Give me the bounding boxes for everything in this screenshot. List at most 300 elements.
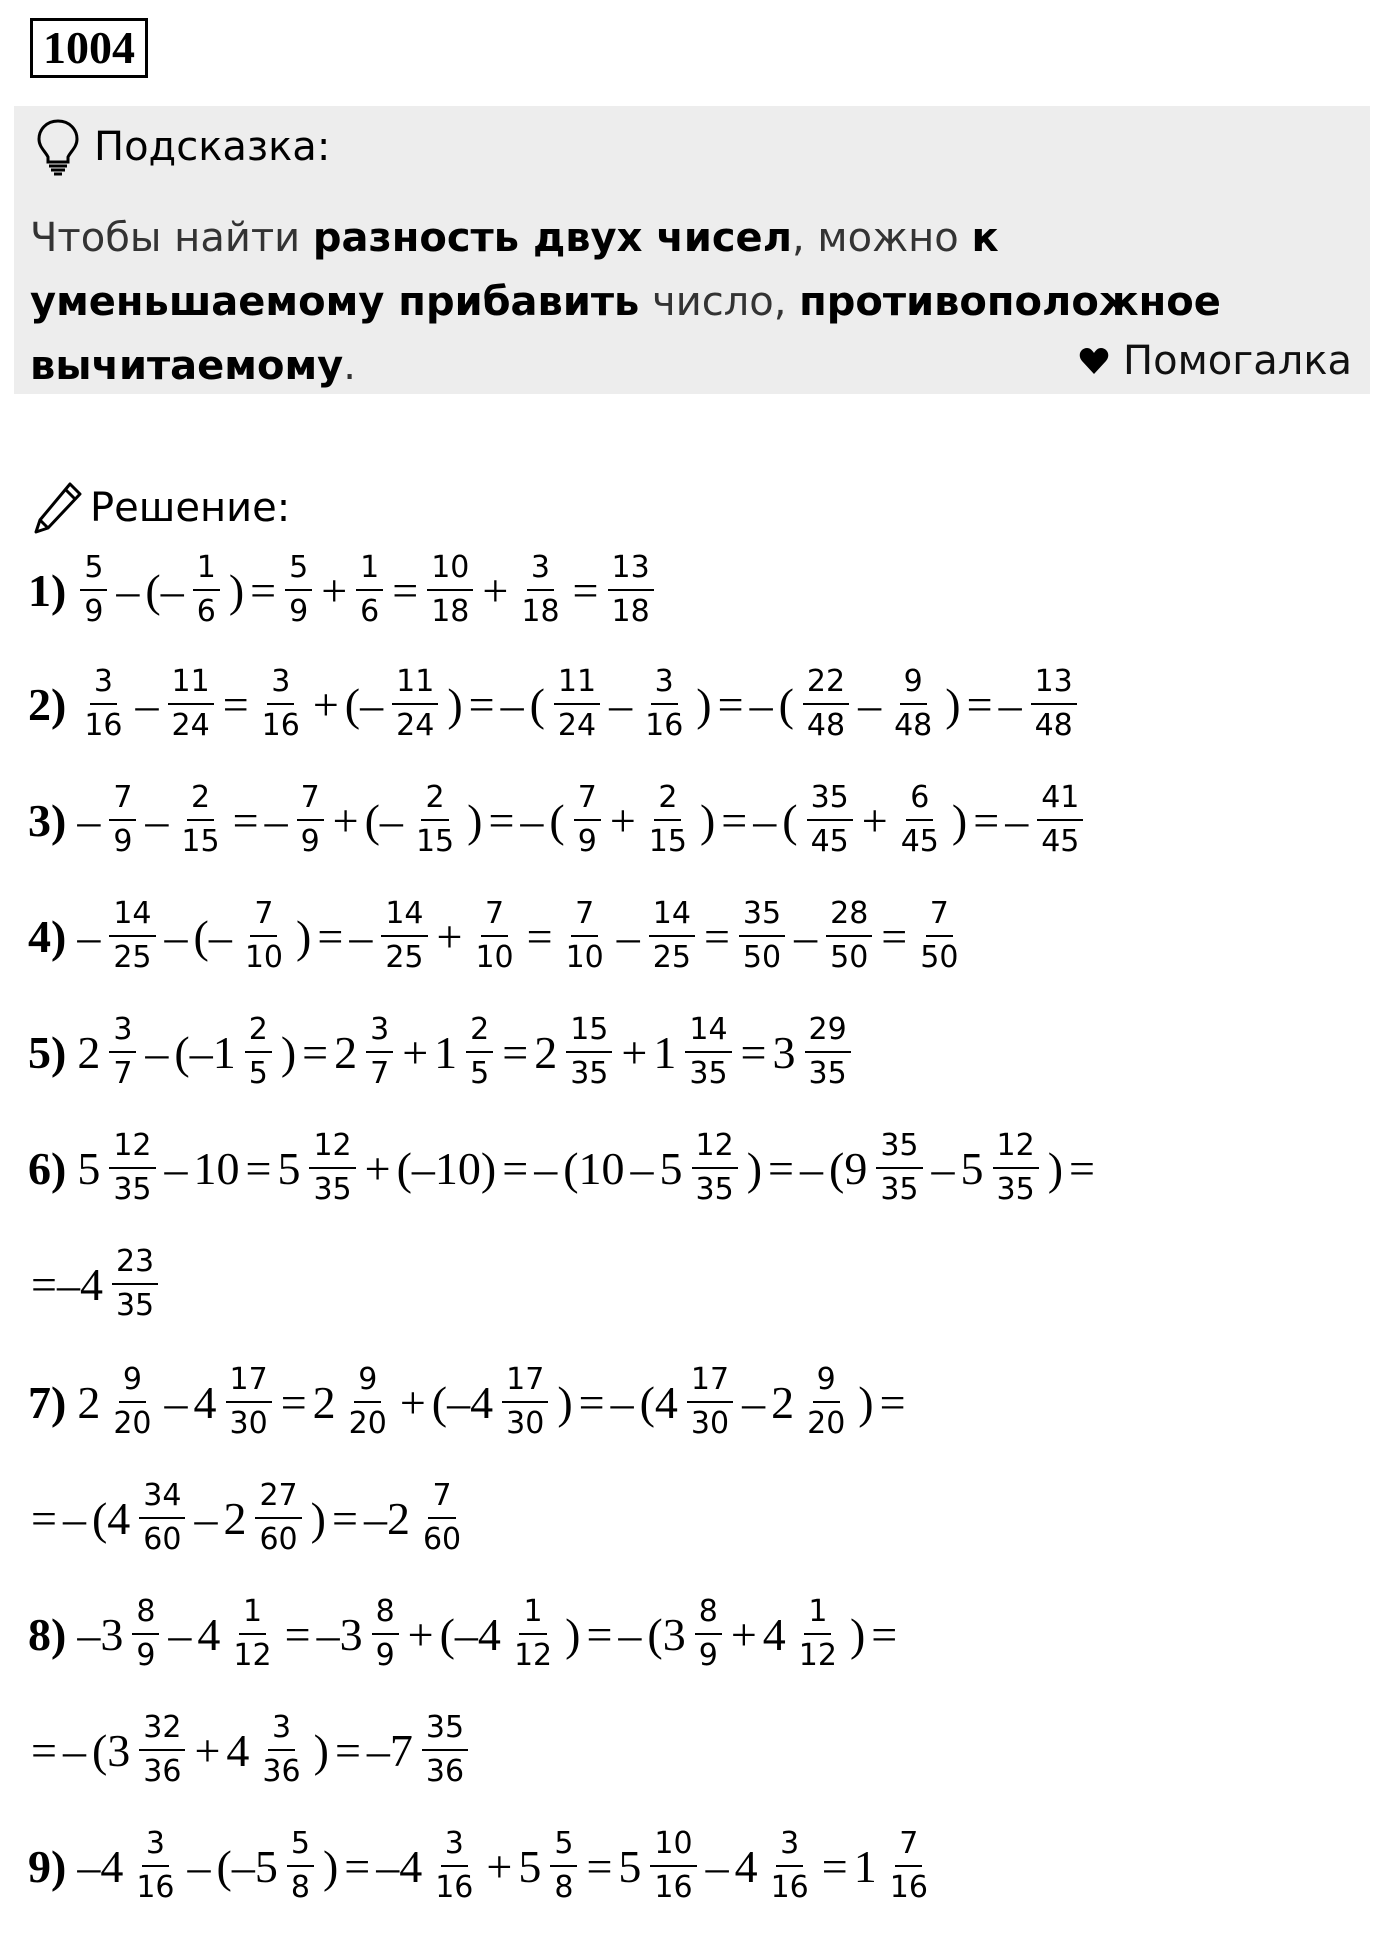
numerator: 8 — [695, 1594, 722, 1635]
hint-text-part: , можно — [791, 215, 972, 261]
numerator: 15 — [566, 1012, 612, 1053]
line-number: 5) — [28, 1026, 67, 1078]
numerator: 12 — [309, 1128, 355, 1169]
fraction — [285, 550, 312, 630]
denominator: 30 — [506, 1406, 545, 1441]
fraction — [422, 1710, 468, 1790]
fraction — [168, 664, 214, 744]
math-symbol: 1 — [434, 1026, 458, 1078]
math-symbol: ) — [296, 910, 312, 962]
math-symbol: = — [871, 1608, 898, 1660]
fraction — [510, 1594, 556, 1674]
fraction — [803, 664, 849, 744]
fraction — [566, 1012, 612, 1092]
denominator: 15 — [648, 824, 687, 859]
math-symbol: = — [245, 1142, 272, 1194]
math-symbol: = — [488, 794, 515, 846]
fraction — [392, 664, 438, 744]
math-symbol: = — [31, 1724, 57, 1776]
math-symbol: (–1 — [174, 1026, 236, 1078]
denominator: 35 — [695, 1172, 734, 1207]
numerator: 35 — [807, 780, 853, 821]
math-symbol: = — [302, 1026, 329, 1078]
math-symbol: –7 — [366, 1724, 413, 1776]
denominator: 45 — [810, 824, 849, 859]
denominator: 36 — [425, 1754, 465, 1789]
math-symbol: ) — [322, 1840, 339, 1892]
fraction — [554, 664, 600, 744]
solution-line — [28, 1710, 474, 1790]
fraction — [550, 1826, 577, 1906]
fraction — [767, 1826, 813, 1906]
math-symbol: = — [334, 1724, 361, 1776]
denominator: 9 — [289, 594, 309, 629]
numerator: 7 — [481, 896, 508, 937]
denominator: 35 — [115, 1288, 155, 1323]
math-symbol: = — [280, 1376, 307, 1428]
solution-line — [28, 1826, 938, 1906]
denominator: 24 — [171, 708, 210, 743]
line-number: 2) — [28, 678, 67, 730]
denominator: 36 — [262, 1754, 301, 1789]
fraction — [993, 1128, 1039, 1208]
numerator: 35 — [876, 1128, 922, 1169]
math-symbol: 5 — [960, 1142, 984, 1194]
math-symbol: 4 — [762, 1608, 786, 1660]
math-symbol: = — [586, 1840, 613, 1892]
denominator: 18 — [431, 594, 470, 629]
numerator: 22 — [803, 664, 849, 705]
numerator: 14 — [649, 896, 695, 937]
math-symbol: ) — [467, 794, 483, 846]
math-symbol: ) — [945, 678, 961, 730]
math-symbol: –2 — [363, 1492, 410, 1544]
math-symbol: = — [973, 794, 1000, 846]
math-symbol: (3 — [91, 1724, 131, 1776]
math-symbol: ) — [696, 678, 712, 730]
math-symbol: – — [145, 1026, 169, 1078]
math-symbol: = — [821, 1840, 848, 1892]
solution-line — [28, 1012, 857, 1092]
fraction — [258, 664, 304, 744]
solution-title: Решение: — [90, 485, 291, 531]
math-symbol: – — [794, 910, 818, 962]
denominator: 16 — [136, 1870, 175, 1905]
numerator: 5 — [550, 1826, 577, 1867]
credit — [1079, 338, 1352, 384]
fraction — [466, 1012, 493, 1092]
math-symbol: = — [740, 1026, 767, 1078]
math-symbol: = — [222, 678, 249, 730]
denominator: 8 — [290, 1870, 310, 1905]
math-symbol: – — [164, 1376, 188, 1428]
fraction — [890, 664, 936, 744]
fraction — [916, 896, 962, 976]
heart-icon — [1079, 347, 1109, 375]
math-symbol: = — [578, 1376, 605, 1428]
denominator: 10 — [475, 940, 514, 975]
math-symbol: – — [500, 678, 524, 730]
solution-header — [32, 480, 290, 536]
numerator: 13 — [608, 550, 654, 591]
math-symbol: = — [721, 794, 748, 846]
numerator: 10 — [650, 1826, 696, 1867]
math-symbol: ) — [699, 794, 716, 846]
numerator: 5 — [287, 1826, 314, 1867]
math-symbol: – — [749, 678, 773, 730]
fraction — [692, 1128, 738, 1208]
math-symbol: – — [998, 678, 1022, 730]
denominator: 9 — [84, 594, 104, 629]
fraction — [109, 1012, 136, 1092]
math-symbol: – — [168, 1608, 192, 1660]
math-symbol: (4 — [91, 1492, 131, 1544]
math-symbol: – — [145, 794, 169, 846]
math-symbol: = — [881, 910, 908, 962]
fraction — [419, 1478, 465, 1558]
numerator: 7 — [571, 896, 598, 937]
math-symbol: – — [616, 910, 640, 962]
denominator: 16 — [770, 1870, 809, 1905]
fraction — [1037, 780, 1083, 860]
math-symbol: –4 — [77, 1840, 124, 1892]
math-symbol: – — [610, 1376, 634, 1428]
math-symbol: ) — [565, 1608, 581, 1660]
line-number: 3) — [28, 794, 67, 846]
math-symbol: (– — [193, 910, 232, 962]
math-symbol: – — [800, 1142, 823, 1194]
line-number: 1) — [28, 564, 67, 616]
denominator: 18 — [611, 594, 650, 629]
numerator: 1 — [239, 1594, 266, 1635]
denominator: 7 — [370, 1056, 390, 1091]
math-symbol: + — [194, 1724, 221, 1776]
math-symbol: + — [486, 1840, 513, 1892]
fraction — [345, 1362, 391, 1442]
fraction — [132, 1594, 159, 1674]
numerator: 14 — [109, 896, 155, 937]
hint-header — [36, 118, 330, 176]
math-symbol: = — [502, 1026, 529, 1078]
numerator: 34 — [139, 1478, 185, 1519]
numerator: 17 — [687, 1362, 733, 1403]
math-symbol: – — [194, 1492, 218, 1544]
denominator: 45 — [900, 824, 939, 859]
math-symbol: + — [332, 794, 359, 846]
math-symbol: ) — [858, 1376, 874, 1428]
math-symbol: – — [742, 1376, 766, 1428]
solution-line — [28, 1362, 909, 1442]
denominator: 16 — [435, 1870, 474, 1905]
denominator: 16 — [261, 708, 300, 743]
fraction — [139, 1710, 185, 1790]
denominator: 50 — [830, 940, 869, 975]
numerator: 17 — [226, 1362, 272, 1403]
math-symbol: 5 — [618, 1840, 642, 1892]
fraction — [826, 896, 872, 976]
fraction — [897, 780, 943, 860]
numerator: 12 — [692, 1128, 738, 1169]
denominator: 8 — [554, 1870, 574, 1905]
math-symbol: – — [705, 1840, 729, 1892]
numerator: 29 — [805, 1012, 851, 1053]
math-symbol: – — [62, 1724, 86, 1776]
denominator: 16 — [84, 708, 123, 743]
math-symbol: – — [77, 794, 101, 846]
numerator: 7 — [574, 780, 601, 821]
denominator: 18 — [521, 594, 560, 629]
math-symbol: (4 — [639, 1376, 678, 1428]
denominator: 6 — [360, 594, 380, 629]
math-symbol: 5 — [659, 1142, 683, 1194]
fraction — [193, 550, 220, 630]
fraction — [356, 550, 383, 630]
math-symbol: ) — [849, 1608, 866, 1660]
hint-title: Подсказка: — [94, 124, 331, 170]
denominator: 50 — [742, 940, 782, 975]
numerator: 7 — [926, 896, 953, 937]
numerator: 3 — [142, 1826, 169, 1867]
numerator: 10 — [427, 550, 473, 591]
math-symbol: 5 — [277, 1142, 301, 1194]
math-symbol: 2 — [334, 1026, 358, 1078]
fraction — [366, 1012, 393, 1092]
fraction — [645, 780, 691, 860]
fraction — [109, 896, 155, 976]
hint-text-part: число, — [639, 279, 800, 325]
fraction — [229, 1594, 275, 1674]
fraction — [471, 896, 517, 976]
solution-line — [28, 780, 1089, 860]
math-symbol: = — [717, 678, 744, 730]
numerator: 7 — [250, 896, 277, 937]
math-symbol: 5 — [77, 1142, 101, 1194]
math-symbol: – — [931, 1142, 955, 1194]
math-symbol: = — [703, 910, 730, 962]
numerator: 8 — [372, 1594, 399, 1635]
math-symbol: ) — [951, 794, 968, 846]
fraction — [109, 1128, 155, 1208]
numerator: 9 — [813, 1362, 840, 1403]
denominator: 48 — [1034, 708, 1073, 743]
fraction — [795, 1594, 841, 1674]
fraction — [886, 1826, 932, 1906]
fraction — [372, 1594, 399, 1674]
numerator: 17 — [502, 1362, 548, 1403]
fraction — [876, 1128, 922, 1208]
numerator: 41 — [1037, 780, 1083, 821]
solution-line — [28, 1128, 1098, 1208]
numerator: 3 — [366, 1012, 393, 1053]
math-symbol: (–4 — [439, 1608, 501, 1660]
math-symbol: = — [768, 1142, 794, 1194]
line-number: 7) — [28, 1376, 67, 1428]
credit-label: Помогалка — [1123, 338, 1352, 384]
fraction — [562, 896, 608, 976]
denominator: 60 — [259, 1522, 298, 1557]
fraction — [132, 1826, 178, 1906]
math-symbol: = — [526, 910, 553, 962]
denominator: 36 — [143, 1754, 182, 1789]
fraction — [608, 550, 654, 630]
task-number: 1004 — [30, 18, 148, 78]
numerator: 3 — [441, 1826, 468, 1867]
denominator: 9 — [375, 1638, 395, 1673]
denominator: 35 — [570, 1056, 609, 1091]
math-symbol: –3 — [316, 1608, 363, 1660]
denominator: 20 — [113, 1406, 152, 1441]
math-symbol: = — [392, 564, 419, 616]
math-symbol: – — [116, 564, 140, 616]
math-symbol: (– — [344, 678, 384, 730]
math-symbol: – — [187, 1840, 211, 1892]
math-symbol: 1 — [653, 1026, 677, 1078]
math-symbol: – — [534, 1142, 558, 1194]
math-symbol: 5 — [518, 1840, 542, 1892]
fraction — [807, 780, 853, 860]
math-symbol: – — [1005, 794, 1029, 846]
math-symbol: + — [861, 794, 888, 846]
fraction — [241, 896, 287, 976]
denominator: 12 — [513, 1638, 553, 1673]
denominator: 9 — [577, 824, 597, 859]
lightbulb-icon — [36, 118, 80, 176]
line-number: 4) — [28, 910, 67, 962]
numerator: 1 — [356, 550, 383, 591]
solution-line — [28, 1478, 471, 1558]
numerator: 2 — [187, 780, 214, 821]
denominator: 5 — [470, 1056, 490, 1091]
fraction — [258, 1710, 304, 1790]
fraction — [650, 1826, 696, 1906]
math-symbol: –3 — [77, 1608, 124, 1660]
line-number: 6) — [28, 1142, 67, 1194]
line-number: 9) — [28, 1840, 67, 1892]
hint-text-bold: разность двух чисел — [312, 215, 792, 261]
math-symbol: (– — [145, 564, 184, 616]
denominator: 45 — [1041, 824, 1080, 859]
math-symbol: ( — [782, 794, 798, 846]
denominator: 20 — [807, 1406, 846, 1441]
numerator: 1 — [804, 1594, 831, 1635]
math-symbol: = — [232, 794, 259, 846]
numerator: 7 — [297, 780, 324, 821]
hint-text-bold: к уменьшаемому прибавить — [30, 215, 999, 325]
math-symbol: ) — [310, 1492, 326, 1544]
pencil-icon — [32, 480, 84, 536]
denominator: 35 — [880, 1172, 919, 1207]
numerator: 9 — [354, 1362, 381, 1403]
math-symbol: = — [31, 1492, 57, 1544]
math-symbol: =–4 — [31, 1258, 103, 1310]
math-symbol: + — [730, 1608, 757, 1660]
math-symbol: + — [621, 1026, 648, 1078]
denominator: 60 — [422, 1522, 462, 1557]
math-symbol: – — [62, 1492, 86, 1544]
math-symbol: 2 — [534, 1026, 558, 1078]
denominator: 60 — [143, 1522, 182, 1557]
math-symbol: ( — [529, 678, 545, 730]
math-symbol: – — [609, 678, 633, 730]
numerator: 5 — [285, 550, 312, 591]
math-symbol: = — [317, 910, 344, 962]
fraction — [517, 550, 563, 630]
math-symbol: + — [407, 1608, 434, 1660]
fraction — [80, 664, 126, 744]
fraction — [574, 780, 601, 860]
numerator: 6 — [906, 780, 933, 821]
denominator: 25 — [113, 940, 152, 975]
denominator: 48 — [894, 708, 933, 743]
math-symbol: ) — [746, 1142, 763, 1194]
math-symbol: – — [520, 794, 544, 846]
numerator: 2 — [466, 1012, 493, 1053]
math-symbol: – — [164, 910, 188, 962]
line-number: 8) — [28, 1608, 67, 1660]
numerator: 9 — [900, 664, 927, 705]
math-symbol: 2 — [771, 1376, 795, 1428]
solution-line — [28, 550, 660, 630]
hint-text-bold: противоположное вычитаемому — [30, 279, 1221, 389]
solution-line — [28, 896, 968, 976]
numerator: 9 — [119, 1362, 146, 1403]
math-symbol: = — [284, 1608, 311, 1660]
denominator: 20 — [348, 1406, 387, 1441]
denominator: 24 — [557, 708, 597, 743]
fraction — [287, 1826, 314, 1906]
math-symbol: (–10) — [396, 1142, 497, 1194]
denominator: 25 — [385, 940, 424, 975]
math-symbol: – — [264, 794, 288, 846]
numerator: 5 — [80, 550, 107, 591]
math-symbol: + — [609, 794, 636, 846]
math-symbol: ) — [447, 678, 463, 730]
numerator: 11 — [168, 664, 214, 705]
denominator: 30 — [229, 1406, 268, 1441]
numerator: 7 — [109, 780, 136, 821]
math-symbol: 4 — [226, 1724, 250, 1776]
numerator: 27 — [255, 1478, 301, 1519]
numerator: 3 — [527, 550, 554, 591]
math-symbol: 2 — [77, 1376, 101, 1428]
math-symbol: + — [312, 678, 339, 730]
fraction — [381, 896, 427, 976]
fraction — [805, 1012, 851, 1092]
hint-text-part: Чтобы найти — [30, 215, 313, 261]
math-symbol: + — [482, 564, 509, 616]
denominator: 9 — [136, 1638, 156, 1673]
numerator: 11 — [554, 664, 600, 705]
numerator: 2 — [245, 1012, 272, 1053]
denominator: 6 — [196, 594, 216, 629]
math-symbol: = — [344, 1840, 371, 1892]
math-symbol: 2 — [223, 1492, 247, 1544]
numerator: 7 — [428, 1478, 455, 1519]
denominator: 9 — [698, 1638, 718, 1673]
math-symbol: – — [77, 910, 101, 962]
fraction — [112, 1244, 158, 1324]
fraction — [177, 780, 223, 860]
math-symbol: – — [135, 678, 159, 730]
math-symbol: – — [753, 794, 777, 846]
numerator: 2 — [654, 780, 681, 821]
numerator: 3 — [776, 1826, 803, 1867]
denominator: 10 — [244, 940, 284, 975]
fraction — [109, 780, 136, 860]
numerator: 1 — [193, 550, 220, 591]
denominator: 9 — [300, 824, 320, 859]
numerator: 3 — [267, 664, 294, 705]
